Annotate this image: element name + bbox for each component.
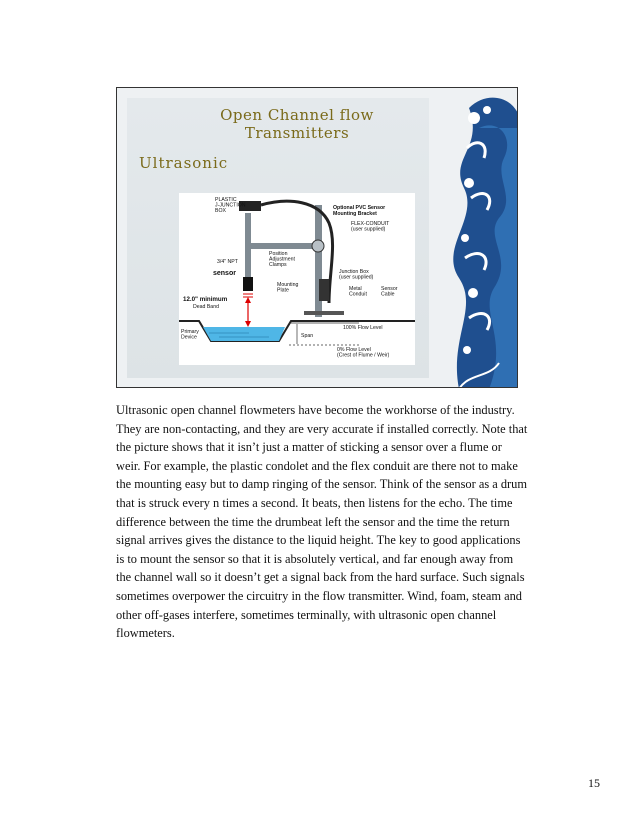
label-dead-band: Dead Band: [193, 304, 219, 310]
water: [203, 327, 285, 341]
sensor-icon: [243, 277, 253, 291]
label-junction-box: PLASTIC J-JUNCTION BOX: [215, 197, 246, 214]
label-position-clamps: Position Adjustment Clamps: [269, 251, 295, 268]
wave-illustration: [429, 88, 518, 388]
label-sensor: sensor: [213, 270, 236, 277]
ultrasonic-sensor-diagram: [179, 193, 415, 365]
label-full-level: 100% Flow Level: [343, 325, 383, 331]
label-npt: 3/4" NPT: [217, 259, 238, 265]
label-pvc-bracket: Optional PVC Sensor Mounting Bracket: [333, 205, 386, 217]
slide-title-line1: Open Channel flow: [220, 106, 374, 124]
page-number: 15: [588, 776, 600, 790]
label-flex-conduit: FLEX-CONDUIT (user supplied): [351, 221, 390, 233]
slide-subtitle: Ultrasonic: [139, 154, 229, 172]
sensor-stem: [245, 213, 251, 283]
label-junction-box-side: Junction Box (user supplied): [339, 269, 374, 281]
label-metal-conduit: Metal Conduit: [349, 286, 367, 298]
clamp-icon: [312, 240, 324, 252]
mounting-plate: [304, 311, 344, 315]
label-minimum: 12.0" minimum: [183, 296, 228, 303]
body-paragraph: Ultrasonic open channel flowmeters have become the workhorse of the industry. They are non-contacting, and they are very accurate if installed correctly. Note that the picture shows that it isn’t just a matter of sticking a sensor over a flume or weir. For example, the plastic condolet and the flex conduit are there not to make the mounting easy but to damp ringing of the sensor. Think of the sensor as a drum that is struck every n times a second. It beats, then listens for the echo. The time difference between the time the drumbeat left the sensor and the time the return signal arrives gives the distance to the liquid height. The key to good applications is to mount the sensor so that it is absolutely vertical, and far enough away from the channel wall so it doesn’t get a signal back from the hard surface. Such signals sometimes overpower the circuitry in the flow transmitter. Wind, foam, steam and other off-gases interfere, sometimes terminally, with ultrasonic open channel flowmeters.: [116, 403, 528, 641]
slide-title: [167, 106, 427, 142]
slide-title-line2: Transmitters: [244, 124, 350, 142]
horizontal-arm: [249, 243, 321, 249]
label-primary-device: Primary Device: [181, 329, 199, 341]
side-junction-box: [319, 279, 329, 301]
slide-frame: [116, 87, 518, 388]
label-zero-level: 0% Flow Level (Crest of Flume / Weir): [337, 347, 390, 359]
label-sensor-cable: Sensor Cable: [381, 286, 398, 298]
label-span: Span: [301, 333, 314, 339]
label-mounting-plate: Mounting Plate: [277, 282, 299, 294]
